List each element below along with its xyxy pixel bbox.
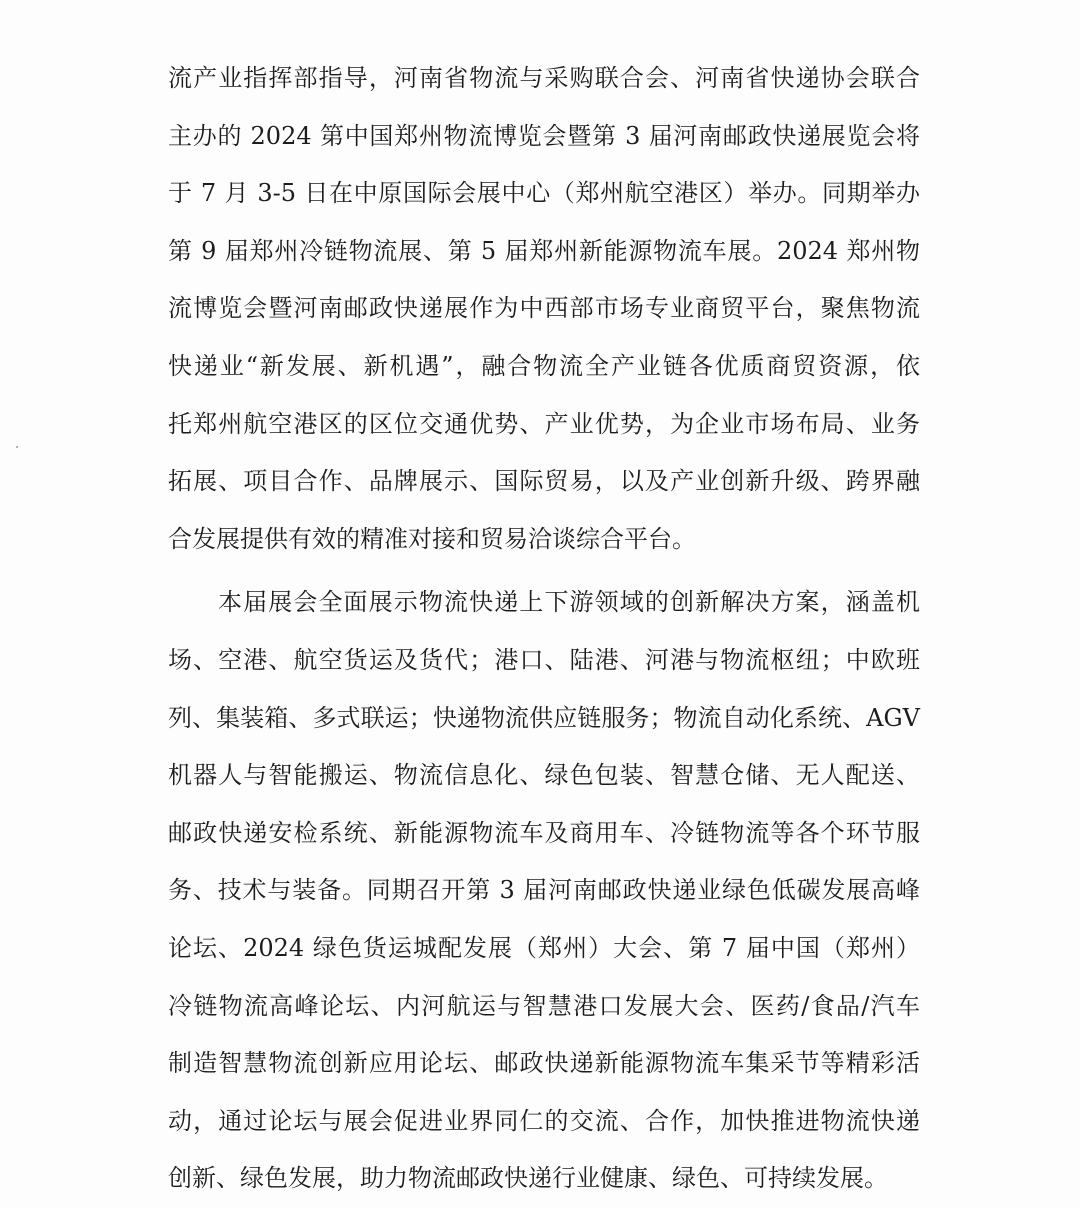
text-line: 托郑州航空港区的区位交通优势、产业优势，为企业市场布局、业务	[168, 409, 920, 438]
text-line: 合发展提供有效的精准对接和贸易洽谈综合平台。	[168, 524, 696, 553]
text-line: 动，通过论坛与展会促进业界同仁的交流、合作，加快推进物流快递	[168, 1106, 920, 1135]
text-line: 于 7 月 3-5 日在中原国际会展中心（郑州航空港区）举办。同期举办	[168, 179, 920, 208]
text-line: 论坛、2024 绿色货运城配发展（郑州）大会、第 7 届中国（郑州）	[168, 933, 920, 962]
text-line: 本届展会全面展示物流快递上下游领域的创新解决方案，涵盖机	[218, 588, 920, 617]
text-line: 场、空港、航空货运及货代；港口、陆港、河港与物流枢纽；中欧班	[168, 645, 920, 674]
paragraph-1	[168, 50, 920, 568]
text-line: 邮政快递安检系统、新能源物流车及商用车、冷链物流等各个环节服	[168, 818, 920, 847]
text-line: 流产业指挥部指导，河南省物流与采购联合会、河南省快递协会联合	[168, 64, 920, 92]
text-line: 快递业“新发展、新机遇”，融合物流全产业链各优质商贸资源，依	[168, 351, 920, 380]
text-line: 务、技术与装备。同期召开第 3 届河南邮政快递业绿色低碳发展高峰	[168, 876, 920, 905]
text-line: 冷链物流高峰论坛、内河航运与智慧港口发展大会、医药/食品/汽车	[168, 991, 920, 1020]
text-line: 第 9 届郑州冷链物流展、第 5 届郑州新能源物流车展。2024 郑州物	[168, 236, 920, 265]
text-line: 列、集装箱、多式联运；快递物流供应链服务；物流自动化系统、AGV	[168, 703, 920, 732]
text-line: 主办的 2024 第中国郑州物流博览会暨第 3 届河南邮政快递展览会将	[168, 121, 920, 150]
text-line: 机器人与智能搬运、物流信息化、绿色包装、智慧仓储、无人配送、	[168, 761, 920, 790]
text-line: 流博览会暨河南邮政快递展作为中西部市场专业商贸平台，聚焦物流	[168, 294, 920, 323]
text-line: 制造智慧物流创新应用论坛、邮政快递新能源物流车集采节等精彩活	[168, 1049, 920, 1078]
text-line: 创新、绿色发展，助力物流邮政快递行业健康、绿色、可持续发展。	[168, 1164, 888, 1193]
body-text	[168, 50, 920, 1208]
text-line: 拓展、项目合作、品牌展示、国际贸易，以及产业创新升级、跨界融	[168, 467, 920, 496]
scan-speck	[16, 446, 18, 448]
paragraph-2	[168, 574, 920, 1208]
